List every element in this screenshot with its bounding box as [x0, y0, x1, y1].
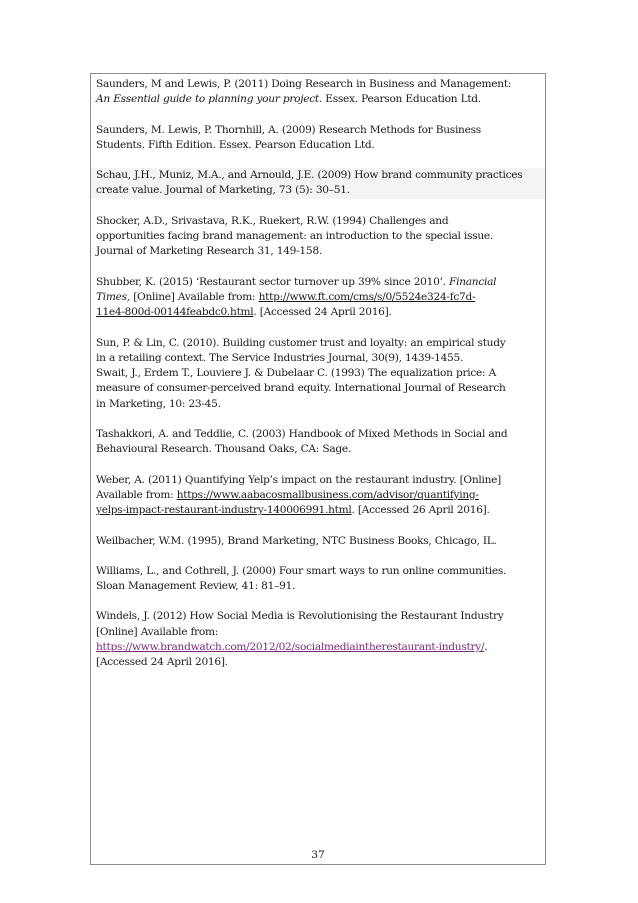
- reference-text: in a retailing context. The Service Industries Journal, 30(9), 1439-1455.: [96, 351, 464, 364]
- reference-italic-text: Financial: [449, 275, 497, 288]
- reference-line: [96, 640, 541, 655]
- reference-text: Shocker, A.D., Srivastava, R.K., Ruekert, R.W. (1994) Challenges and: [96, 214, 449, 227]
- reference-text: Swait, J., Erdem T., Louviere J. & Dubelaar C. (1993) The equalization price: A: [96, 367, 496, 380]
- reference-line: [96, 336, 541, 351]
- reference-entry: [96, 214, 541, 260]
- reference-line: [96, 351, 541, 366]
- reference-text: opportunities facing brand management: an introduction to the special issue.: [96, 230, 493, 243]
- reference-text: Sun, P. & Lin, C. (2010). Building customer trust and loyalty: an empirical study: [96, 336, 506, 349]
- reference-text: Weber, A. (2011) Quantifying Yelp’s impact on the restaurant industry. [Online]: [96, 473, 501, 486]
- reference-line: [96, 229, 541, 244]
- reference-link[interactable]: http://www.ft.com/cms/s/0/5524e324-fc7d-: [258, 290, 476, 303]
- reference-entry: [96, 336, 541, 367]
- page-frame: [90, 73, 546, 865]
- reference-text: Students. Fifth Edition. Essex. Pearson Education Ltd.: [96, 138, 375, 151]
- reference-entry: [96, 534, 541, 549]
- reference-text: Journal of Marketing Research 31, 149-158.: [96, 245, 322, 258]
- reference-line: [96, 123, 541, 138]
- reference-line: [96, 305, 541, 320]
- reference-line: [96, 625, 541, 640]
- reference-line: [96, 92, 541, 107]
- reference-text: [Online] Available from:: [96, 625, 219, 638]
- reference-entry: [96, 564, 541, 595]
- reference-text: . [Accessed 26 April 2016].: [351, 504, 490, 517]
- reference-line: [96, 275, 541, 290]
- reference-text: Essex. Pearson Education Ltd.: [322, 93, 481, 106]
- reference-line: [96, 138, 541, 153]
- reference-link[interactable]: 11e4-800d-00144feabdc0.html: [96, 306, 254, 319]
- reference-line: [96, 244, 541, 259]
- reference-text: create value. Journal of Marketing, 73 (5): 30–51.: [96, 184, 350, 197]
- reference-text: Sloan Management Review, 41: 81–91.: [96, 580, 296, 593]
- reference-link[interactable]: https://www.aabacosmallbusiness.com/advisor/quantifying-: [176, 488, 479, 501]
- reference-line: [96, 564, 541, 579]
- reference-entry: [91, 168, 545, 199]
- reference-line: [96, 381, 541, 396]
- page-number: 37: [311, 849, 325, 861]
- reference-entry: [96, 473, 541, 519]
- reference-text: Tashakkori, A. and Teddlie, C. (2003) Handbook of Mixed Methods in Social and: [96, 428, 508, 441]
- reference-line: [96, 290, 541, 305]
- reference-text: Weilbacher, W.M. (1995), Brand Marketing, NTC Business Books, Chicago, IL.: [96, 534, 497, 547]
- reference-text: [Accessed 24 April 2016].: [96, 656, 228, 669]
- reference-line: [96, 168, 541, 183]
- reference-line: [96, 183, 541, 198]
- reference-text: Windels, J. (2012) How Social Media is Revolutionising the Restaurant Industry: [96, 610, 504, 623]
- reference-text: .: [484, 641, 488, 654]
- reference-entry: [96, 77, 541, 108]
- reference-text: . [Accessed 24 April 2016].: [253, 306, 392, 319]
- reference-line: [96, 442, 541, 457]
- reference-line: [96, 503, 541, 518]
- reference-link[interactable]: https://www.brandwatch.com/2012/02/socialmediaintherestaurant-industry/: [96, 641, 485, 654]
- reference-entry: [96, 275, 541, 321]
- reference-text: [Online] Available from:: [129, 290, 259, 303]
- reference-text: Saunders, M. Lewis, P. Thornhill, A. (2009) Research Methods for Business: [96, 123, 481, 136]
- reference-line: [96, 534, 541, 549]
- reference-list: [96, 77, 541, 671]
- reference-line: [96, 655, 541, 670]
- reference-text: Schau, J.H., Muniz, M.A., and Arnould, J.E. (2009) How brand community practices: [96, 169, 523, 182]
- reference-text: Shubber, K. (2015) ‘Restaurant sector turnover up 39% since 2010’.: [96, 275, 450, 288]
- reference-line: [96, 366, 541, 381]
- reference-link[interactable]: yelps-impact-restaurant-industry-140006991.html: [96, 504, 352, 517]
- reference-text: Williams, L., and Cothrell, J. (2000) Four smart ways to run online communities.: [96, 564, 507, 577]
- reference-text: in Marketing, 10: 23-45.: [96, 397, 221, 410]
- reference-entry: [96, 427, 541, 458]
- reference-line: [96, 77, 541, 92]
- reference-text: measure of consumer-perceived brand equity. International Journal of Research: [96, 382, 506, 395]
- reference-text: Behavioural Research. Thousand Oaks, CA: Sage.: [96, 443, 351, 456]
- reference-italic-text: Times,: [96, 290, 130, 303]
- reference-line: [96, 579, 541, 594]
- reference-line: [96, 609, 541, 624]
- reference-line: [96, 214, 541, 229]
- reference-line: [96, 427, 541, 442]
- reference-line: [96, 397, 541, 412]
- reference-entry: [96, 123, 541, 154]
- reference-text: Saunders, M and Lewis, P. (2011) Doing Research in Business and Management:: [96, 78, 512, 90]
- reference-italic-text: An Essential guide to planning your project.: [96, 93, 322, 106]
- reference-line: [96, 488, 541, 503]
- reference-entry: [96, 609, 541, 670]
- reference-text: Available from:: [96, 488, 177, 501]
- reference-entry: [96, 366, 541, 412]
- reference-line: [96, 473, 541, 488]
